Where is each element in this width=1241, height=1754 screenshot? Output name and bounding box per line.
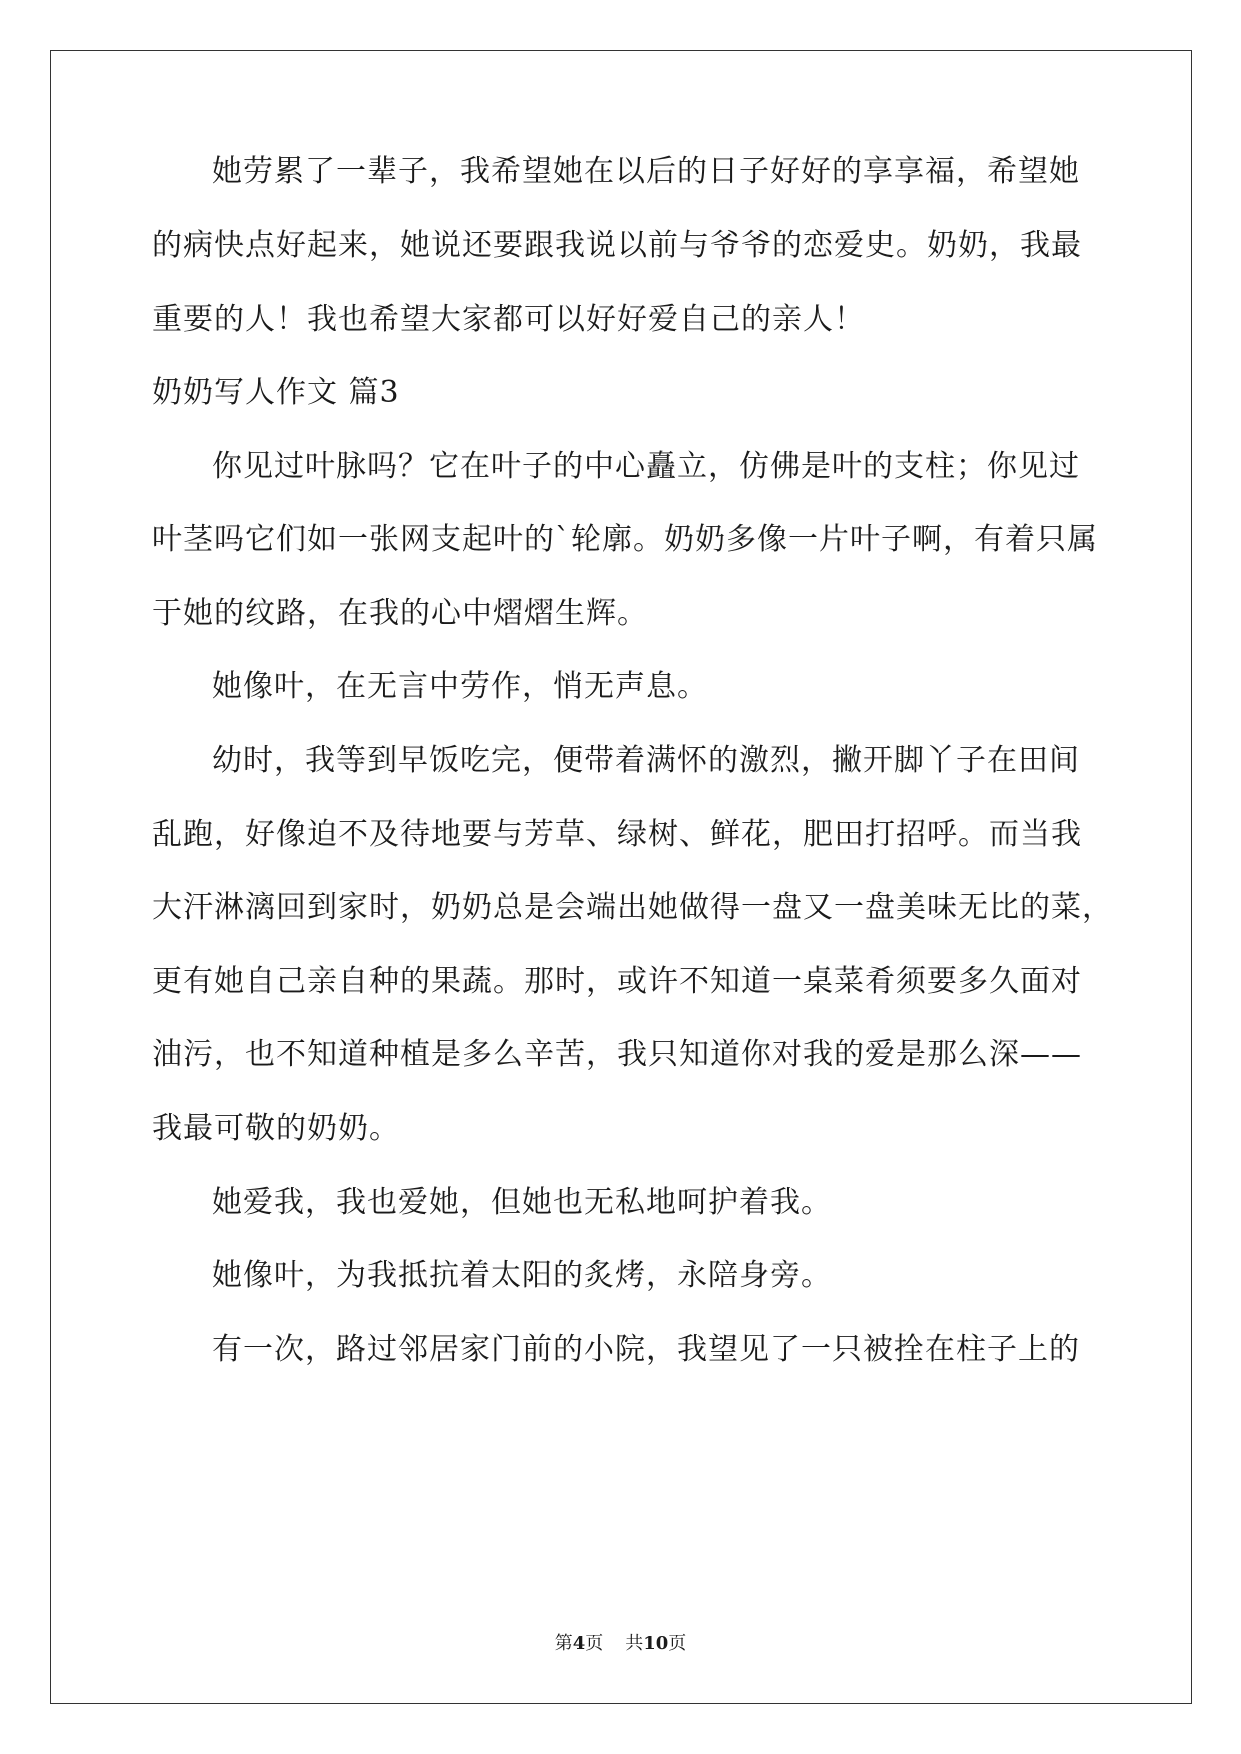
- paragraph-line: 更有她自己亲自种的果蔬。那时，或许不知道一桌菜肴须要多久面对: [152, 964, 1082, 999]
- section-heading: 奶奶写人作文 篇3: [152, 375, 400, 410]
- page-border: [50, 50, 1192, 1704]
- paragraph-line: 她劳累了一辈子，我希望她在以后的日子好好的享享福，希望她: [212, 154, 1080, 189]
- paragraph-line: 大汗淋漓回到家时，奶奶总是会端出她做得一盘又一盘美味无比的菜，: [152, 890, 1113, 925]
- paragraph-line: 于她的纹路，在我的心中熠熠生辉。: [152, 596, 648, 631]
- paragraph-line: 你见过叶脉吗？它在叶子的中心矗立，仿佛是叶的支柱；你见过: [212, 449, 1080, 484]
- paragraph-line: 乱跑，好像迫不及待地要与芳草、绿树、鲜花，肥田打招呼。而当我: [152, 817, 1082, 852]
- paragraph-line: 叶茎吗它们如一张网支起叶的`轮廓。奶奶多像一片叶子啊，有着只属: [152, 522, 1098, 557]
- current-page-number: 4: [572, 1633, 586, 1654]
- page-footer: [0, 1632, 1241, 1656]
- paragraph-line: 我最可敬的奶奶。: [152, 1111, 400, 1146]
- paragraph-line: 油污，也不知道种植是多么辛苦，我只知道你对我的爱是那么深——: [152, 1037, 1082, 1072]
- paragraph-line: 重要的人！我也希望大家都可以好好爱自己的亲人！: [152, 302, 865, 337]
- paragraph-line: 有一次，路过邻居家门前的小院，我望见了一只被拴在柱子上的: [212, 1332, 1080, 1367]
- page-prefix: 第: [554, 1633, 573, 1654]
- paragraph-line: 的病快点好起来，她说还要跟我说以前与爷爷的恋爱史。奶奶，我最: [152, 228, 1082, 263]
- total-prefix: 共: [625, 1633, 644, 1654]
- page-suffix: 页: [585, 1633, 604, 1654]
- total-suffix: 页: [668, 1633, 687, 1654]
- paragraph-line: 她爱我，我也爱她，但她也无私地呵护着我。: [212, 1185, 832, 1220]
- paragraph-line: 她像叶，在无言中劳作，悄无声息。: [212, 669, 708, 704]
- paragraph-line: 她像叶，为我抵抗着太阳的炙烤，永陪身旁。: [212, 1258, 832, 1293]
- total-page-number: 10: [643, 1633, 669, 1654]
- paragraph-line: 幼时，我等到早饭吃完，便带着满怀的激烈，撇开脚丫子在田间: [212, 743, 1080, 778]
